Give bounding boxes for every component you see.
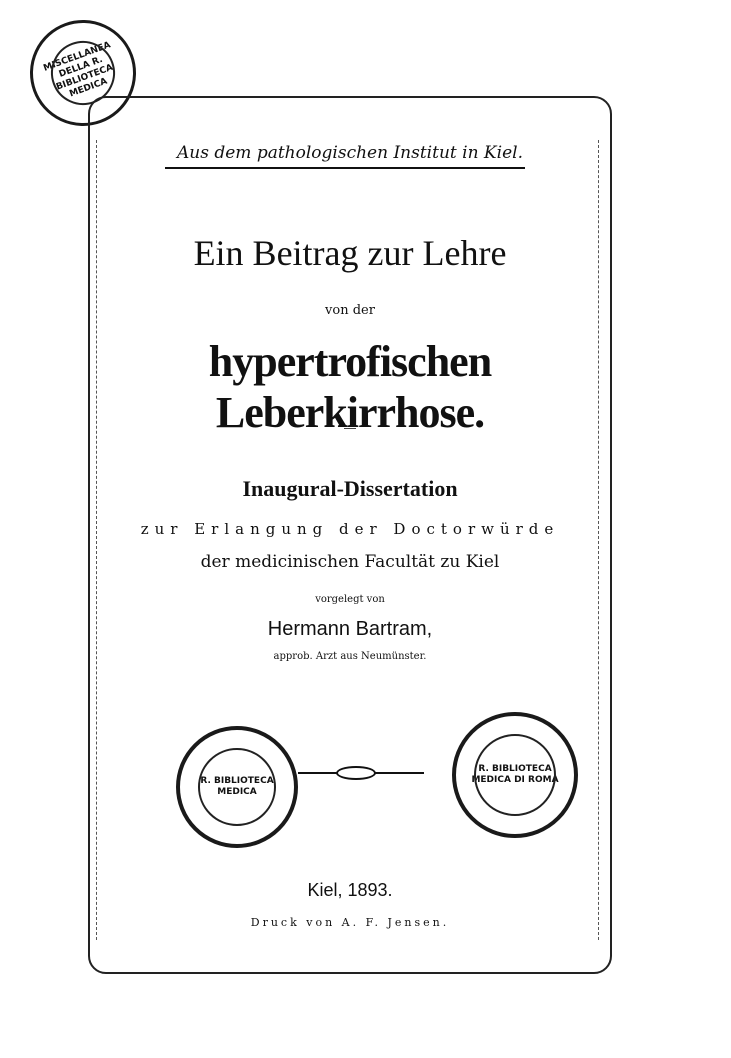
purpose-line: zur Erlangung der Doctorwürde <box>140 520 560 538</box>
printer-line: Druck von A. F. Jensen. <box>250 916 450 929</box>
title-line-2: hypertrofischen Leberkirrhose. <box>208 337 492 437</box>
submitted-by: vorgelegt von <box>315 594 385 605</box>
dissertation-heading: Inaugural-Dissertation <box>242 476 458 501</box>
stamp-text: R. BIBLIOTECA MEDICA <box>200 776 274 797</box>
title-line-1: Ein Beitrag zur Lehre <box>193 233 507 273</box>
title-connector: von der <box>325 303 375 318</box>
author-name: Hermann Bartram, <box>267 618 433 640</box>
stamp-inner-ring <box>198 748 276 826</box>
ornament-center <box>336 766 376 780</box>
institute-underline <box>165 167 525 169</box>
library-stamp-bottom-left <box>176 726 298 848</box>
stamp-text: MISCELLANEA DELLA R. BIBLIOTECA MEDICA <box>42 40 115 100</box>
institute-line: Aus dem pathologischen Institut in Kiel. <box>177 143 523 163</box>
faculty-line: der medicinischen Facultät zu Kiel <box>200 552 500 572</box>
separator-dash <box>344 428 356 429</box>
stamp-inner-ring <box>474 734 556 816</box>
library-stamp-bottom-right <box>452 712 578 838</box>
place-year: Kiel, 1893. <box>307 880 393 900</box>
stamp-text: R. BIBLIOTECA MEDICA DI ROMA <box>471 764 559 785</box>
author-credentials: approb. Arzt aus Neumünster. <box>273 651 427 662</box>
